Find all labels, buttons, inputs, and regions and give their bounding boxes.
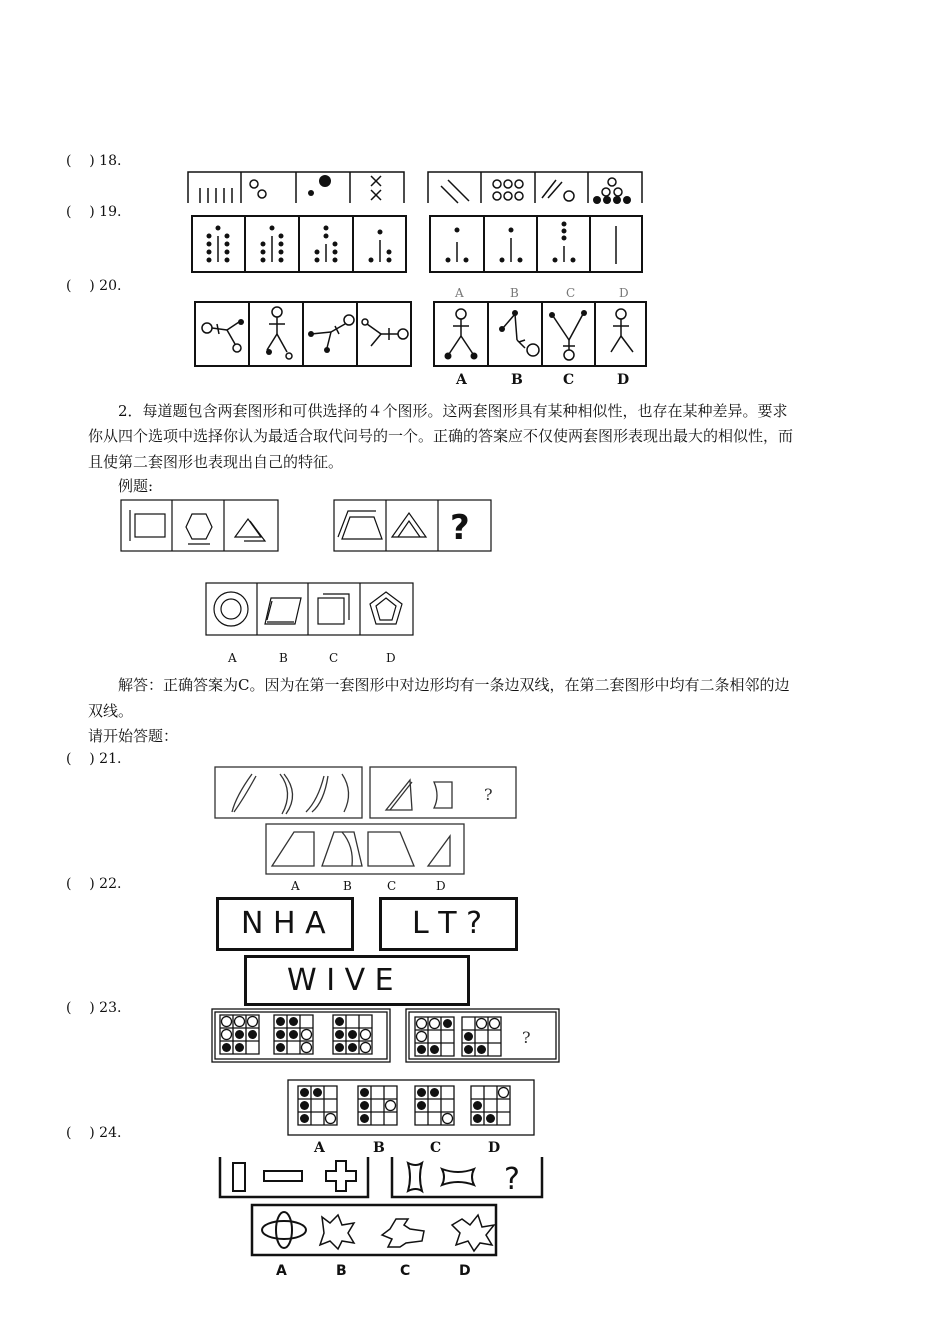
q23-option-c-label: C: [430, 1140, 442, 1156]
q23-option-d-label: D: [488, 1140, 501, 1156]
q21-option-c-label: C: [387, 879, 397, 893]
q24-question-mark: ?: [504, 1162, 520, 1197]
example-option-b-label: B: [279, 651, 288, 665]
q23-figures: [210, 1007, 565, 1139]
question-number-21: ( ) 21.: [66, 751, 122, 767]
q21-option-d-label: D: [436, 879, 446, 893]
question-number-20: ( ) 20.: [66, 278, 122, 294]
section2-intro-line2: 你从四个选项中选择你认为最适合取代问号的一个。正确的答案应不仅使两套图形表现出最大的相似性，而: [88, 427, 794, 445]
q24-option-b-label: B: [336, 1263, 347, 1279]
q22-set1-box: N H A: [216, 897, 354, 951]
q24-option-c-label: C: [400, 1263, 411, 1279]
q20-label-c-top: C: [566, 286, 576, 300]
q20-figures: [193, 300, 653, 370]
q23-option-a-label: A: [314, 1140, 325, 1156]
q24-option-a-label: A: [276, 1263, 287, 1279]
example-option-a-label: A: [228, 651, 237, 665]
question-number-22: ( ) 22.: [66, 876, 122, 892]
q20-option-b-label: B: [511, 372, 523, 388]
q22-options-box: W I V E: [244, 955, 470, 1006]
example-label: 例题:: [118, 477, 154, 495]
section2-intro-line1: 2．每道题包含两套图形和可供选择的４个图形。这两套图形具有某种相似性，也存在某种差异。要求: [118, 402, 788, 420]
example-answer-line2: 双线。: [88, 702, 134, 720]
q22-set2-box: L T ?: [379, 897, 518, 951]
example-question-mark: ?: [450, 508, 470, 548]
start-label: 请开始答题：: [88, 727, 179, 745]
q20-label-d-top: D: [619, 286, 629, 300]
question-number-18: ( ) 18.: [66, 153, 122, 169]
q20-option-c-label: C: [563, 372, 575, 388]
example-option-d-label: D: [386, 651, 396, 665]
section2-intro-line3: 且使第二套图形也表现出自己的特征。: [88, 453, 344, 471]
q21-figures: [214, 766, 520, 878]
question-number-23: ( ) 23.: [66, 1000, 122, 1016]
example-option-c-label: C: [329, 651, 339, 665]
q20-label-b-top: B: [510, 286, 519, 300]
q20-label-a-top: A: [455, 286, 464, 300]
q23-option-b-label: B: [373, 1140, 385, 1156]
q23-question-mark: ?: [522, 1028, 531, 1047]
q20-option-d-label: D: [617, 372, 630, 388]
q21-option-b-label: B: [343, 879, 352, 893]
q19-figures: [190, 214, 650, 276]
question-number-24: ( ) 24.: [66, 1125, 122, 1141]
q18-figures: [186, 168, 646, 204]
q20-option-a-label: A: [456, 372, 467, 388]
q24-figures: [216, 1155, 548, 1260]
q24-option-d-label: D: [459, 1263, 471, 1279]
example-options: [205, 582, 417, 638]
example-answer-line1: 解答：正确答案为C。因为在第一套图形中对边形均有一条边双线，在第二套图形中均有二条相邻的边: [118, 676, 790, 694]
q21-question-mark: ?: [484, 785, 493, 804]
example-figures: [120, 499, 495, 554]
q21-option-a-label: A: [291, 879, 300, 893]
question-number-19: ( ) 19.: [66, 204, 122, 220]
